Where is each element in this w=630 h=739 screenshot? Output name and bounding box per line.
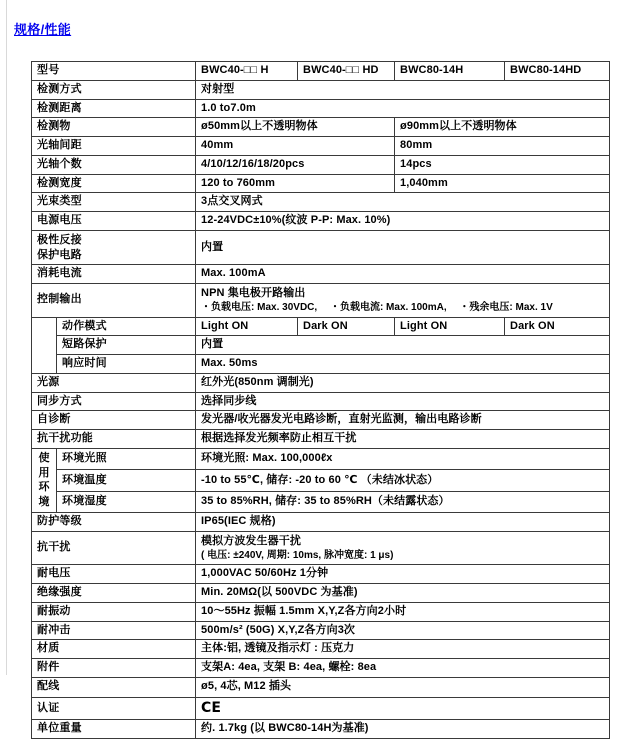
row-value-unit-weight: 约. 1.7kg (以 BWC80-14H为基准) [196, 720, 610, 739]
table-row [32, 137, 610, 156]
table-row [32, 193, 610, 212]
row-label-material: 材质 [32, 640, 196, 659]
row-value-shock-resistance: 500m/s² (50G) X,Y,Z各方向3次 [196, 621, 610, 640]
row-value-beam-pitch-bwc40: 40mm [196, 137, 395, 156]
row-value-insulation-resistance: Min. 20MΩ(以 500VDC 为基准) [196, 584, 610, 603]
row-value-protection-rating: IP65(IEC 规格) [196, 513, 610, 532]
table-row [32, 720, 610, 739]
row-indent-spacer [32, 317, 57, 336]
row-value-detection-width-bwc40: 120 to 760mm [196, 174, 395, 193]
table-row [32, 640, 610, 659]
row-value-beam-type: 3点交叉网式 [196, 193, 610, 212]
row-label-ambient-temperature: 环境温度 [57, 470, 196, 491]
row-label-vibration-resistance: 耐振动 [32, 602, 196, 621]
specification-table-container [31, 61, 609, 739]
table-row [32, 621, 610, 640]
row-label-current-consumption: 消耗电流 [32, 265, 196, 284]
table-row [32, 531, 610, 564]
row-label-response-time: 响应时间 [57, 355, 196, 374]
row-value-beam-count-bwc40: 4/10/12/16/18/20pcs [196, 155, 395, 174]
row-indent-spacer [32, 355, 57, 374]
value-line-1: NPN 集电极开路输出 [201, 287, 306, 300]
group-label-line-2: 环境 [38, 481, 50, 509]
table-row [32, 355, 610, 374]
row-value-cable: ø5, 4芯, M12 插头 [196, 677, 610, 697]
value-line-2: ( 电压: ±240V, 周期: 10ms, 脉冲宽度: 1 μs) [201, 549, 394, 561]
label-line-1: 极性反接 [37, 233, 82, 246]
row-value-operation-mode-2: Dark ON [298, 317, 395, 336]
table-header-row [32, 62, 610, 81]
table-row [32, 448, 610, 469]
row-label-insulation-resistance: 绝缘强度 [32, 584, 196, 603]
row-label-operation-mode: 动作模式 [57, 317, 196, 336]
row-label-detection-distance: 检测距离 [32, 99, 196, 118]
row-value-beam-count-bwc80: 14pcs [395, 155, 610, 174]
row-label-short-circuit-protection: 短路保护 [57, 336, 196, 355]
row-group-label-environment [32, 448, 57, 512]
row-label-light-source: 光源 [32, 373, 196, 392]
value-line-1: 模拟方波发生器干扰 [201, 534, 301, 547]
row-label-beam-pitch: 光轴间距 [32, 137, 196, 156]
row-label-noise-immunity: 抗干扰 [32, 531, 196, 564]
row-value-detectable-object-bwc40: ø50mm以上不透明物体 [196, 118, 395, 137]
table-row [32, 565, 610, 584]
row-value-ambient-temperature: -10 to 55℃, 储存: -20 to 60 ℃ （未结冰状态） [196, 470, 610, 491]
table-row [32, 470, 610, 491]
row-label-sync-method: 同步方式 [32, 392, 196, 411]
row-label-control-output: 控制输出 [32, 284, 196, 317]
row-label-power-supply: 电源电压 [32, 212, 196, 231]
table-row [32, 411, 610, 430]
row-value-reverse-polarity-protection: 内置 [196, 230, 610, 265]
row-value-mutual-interference-prevention: 根据选择发光频率防止相互干扰 [196, 430, 610, 449]
page-left-rule [6, 0, 7, 675]
table-row [32, 491, 610, 512]
table-row [32, 284, 610, 317]
row-label-ambient-humidity: 环境湿度 [57, 491, 196, 512]
row-label-detection-method: 检测方式 [32, 80, 196, 99]
table-row [32, 99, 610, 118]
row-value-control-output [196, 284, 610, 317]
row-label-ambient-illumination: 环境光照 [57, 448, 196, 469]
table-row [32, 584, 610, 603]
row-value-detection-distance: 1.0 to7.0m [196, 99, 610, 118]
table-row [32, 80, 610, 99]
row-value-operation-mode-4: Dark ON [505, 317, 610, 336]
row-value-accessories: 支架A: 4ea, 支架 B: 4ea, 螺栓: 8ea [196, 659, 610, 678]
table-row [32, 659, 610, 678]
specification-table [31, 61, 610, 739]
row-label-unit-weight: 单位重量 [32, 720, 196, 739]
row-label-beam-type: 光束类型 [32, 193, 196, 212]
header-model-3: BWC80-14H [395, 62, 505, 81]
row-value-light-source: 红外光(850nm 调制光) [196, 373, 610, 392]
row-value-detection-width-bwc80: 1,040mm [395, 174, 610, 193]
row-label-shock-resistance: 耐冲击 [32, 621, 196, 640]
row-value-ambient-illumination: 环境光照: Max. 100,000ℓx [196, 448, 610, 469]
label-line-2: 保护电路 [37, 248, 82, 261]
row-value-beam-pitch-bwc80: 80mm [395, 137, 610, 156]
table-row [32, 265, 610, 284]
row-label-dielectric-strength: 耐电压 [32, 565, 196, 584]
header-label: 型号 [32, 62, 196, 81]
row-value-operation-mode-1: Light ON [196, 317, 298, 336]
row-value-response-time: Max. 50ms [196, 355, 610, 374]
row-label-cable: 配线 [32, 677, 196, 697]
row-label-accessories: 附件 [32, 659, 196, 678]
row-value-self-diagnosis: 发光器/收光器发光电路诊断，直射光监测，输出电路诊断 [196, 411, 610, 430]
table-row [32, 392, 610, 411]
table-row [32, 174, 610, 193]
ce-mark-icon: CE [196, 697, 610, 720]
table-row [32, 155, 610, 174]
row-value-sync-method: 选择同步线 [196, 392, 610, 411]
header-model-1: BWC40-□□ H [196, 62, 298, 81]
row-value-noise-immunity [196, 531, 610, 564]
row-value-detection-method: 对射型 [196, 80, 610, 99]
table-row [32, 373, 610, 392]
value-line-2: ・负载电压: Max. 30VDC, ・负载电流: Max. 100mA, ・残余电压: Max. 1V [201, 302, 553, 314]
header-model-2: BWC40-□□ HD [298, 62, 395, 81]
header-model-4: BWC80-14HD [505, 62, 610, 81]
row-label-reverse-polarity-protection [32, 230, 196, 265]
row-label-detection-width: 检测宽度 [32, 174, 196, 193]
table-row [32, 336, 610, 355]
row-value-detectable-object-bwc80: ø90mm以上不透明物体 [395, 118, 610, 137]
row-value-operation-mode-3: Light ON [395, 317, 505, 336]
table-row [32, 230, 610, 265]
table-row [32, 317, 610, 336]
row-label-mutual-interference-prevention: 抗干扰功能 [32, 430, 196, 449]
table-row [32, 677, 610, 697]
table-row [32, 212, 610, 231]
row-label-self-diagnosis: 自诊断 [32, 411, 196, 430]
table-row [32, 118, 610, 137]
row-label-detectable-object: 检测物 [32, 118, 196, 137]
table-row [32, 430, 610, 449]
row-label-protection-rating: 防护等级 [32, 513, 196, 532]
section-title-link[interactable]: 规格/性能 [14, 22, 72, 37]
row-value-ambient-humidity: 35 to 85%RH, 储存: 35 to 85%RH（未结露状态） [196, 491, 610, 512]
group-label-line-1: 使用 [38, 451, 50, 479]
table-row [32, 697, 610, 720]
row-value-material: 主体:铝, 透镜及指示灯 : 压克力 [196, 640, 610, 659]
row-label-beam-count: 光轴个数 [32, 155, 196, 174]
row-indent-spacer [32, 336, 57, 355]
row-value-current-consumption: Max. 100mA [196, 265, 610, 284]
table-row [32, 513, 610, 532]
row-value-short-circuit-protection: 内置 [196, 336, 610, 355]
row-label-approval: 认证 [32, 697, 196, 720]
row-value-power-supply: 12-24VDC±10%(纹波 P-P: Max. 10%) [196, 212, 610, 231]
row-value-vibration-resistance: 10～55Hz 振幅 1.5mm X,Y,Z各方向2小时 [196, 602, 610, 621]
table-row [32, 602, 610, 621]
row-value-dielectric-strength: 1,000VAC 50/60Hz 1分钟 [196, 565, 610, 584]
